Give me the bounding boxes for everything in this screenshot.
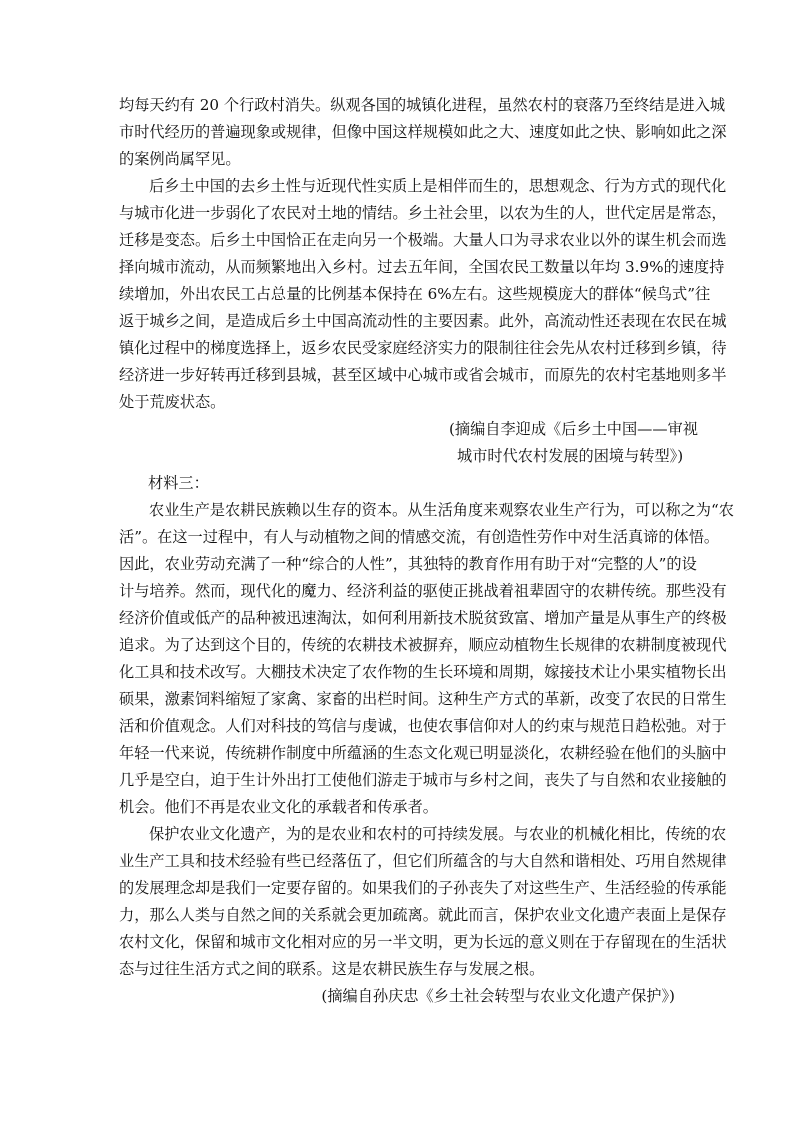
text-line: 年轻一代来说，传统耕作制度中所蕴涵的生态文化观已明显淡化，农耕经验在他们的头脑中 xyxy=(119,744,727,762)
text-line: 化工具和技术改写。大棚技术决定了农作物的生长环境和周期，嫁接技术让小果实植物长出 xyxy=(119,663,727,681)
text-line: 保护农业文化遗产，为的是农业和农村的可持续发展。与农业的机械化相比，传统的农 xyxy=(149,825,727,843)
text-line: 硕果，激素饲料缩短了家禽、家畜的出栏时间。这种生产方式的革新，改变了农民的日常生 xyxy=(119,690,727,708)
text-line: 的案例尚属罕见。 xyxy=(119,150,241,168)
paragraph-agriculture xyxy=(119,497,734,821)
text-line: 追求。为了达到这个目的，传统的农耕技术被摒弃，顺应动植物生长规律的农耕制度被现代 xyxy=(119,636,727,654)
text-line: 经济价值或低产的品种被迅速淘汰，如何利用新技术脱贫致富、增加产量是从事生产的终极 xyxy=(119,609,727,627)
text-line: 镇化过程中的梯度选择上，返乡农民受家庭经济实力的限制往往会先从农村迁移到乡镇，待 xyxy=(119,339,727,357)
citation-line: (摘编自李迎成《后乡土中国——审视 xyxy=(449,420,698,438)
text-line: 机会。他们不再是农业文化的承载者和传承者。 xyxy=(119,798,438,816)
text-line: 处于荒废状态。 xyxy=(119,393,226,411)
text-line: 业生产工具和技术经验有些已经落伍了，但它们所蕴含的与大自然和谐相处、巧用自然规律 xyxy=(119,852,727,870)
text-line: 经济进一步好转再迁移到县城，甚至区域中心城市或省会城市，而原先的农村宅基地则多半 xyxy=(119,366,727,384)
text-line: 力，那么人类与自然之间的关系就会更加疏离。就此而言，保护农业文化遗产表面上是保存 xyxy=(119,906,727,924)
text-line: 市时代经历的普遍现象或规律，但像中国这样规模如此之大、速度如此之快、影响如此之深 xyxy=(119,123,727,141)
text-line: 农村文化，保留和城市文化相对应的另一半文明，更为长远的意义则在于存留现在的生活状 xyxy=(119,933,727,951)
text-line: 续增加，外出农民工占总量的比例基本保持在 6%左右。这些规模庞大的群体“候鸟式”往 xyxy=(119,285,711,303)
paragraph-continuation xyxy=(119,92,727,173)
paragraph-post-rural xyxy=(119,173,727,416)
text-line: 因此，农业劳动充满了一种“综合的人性”，其独特的教育作用有助于对“完整的人”的设 xyxy=(119,555,697,573)
paragraph-protection xyxy=(119,821,727,983)
text-line: 活和价值观念。人们对科技的笃信与虔诚，也使农事信仰对人的约束与规范日趋松弛。对于 xyxy=(119,717,727,735)
text-line: 的发展理念却是我们一定要存留的。如果我们的子孙丧失了对这些生产、生活经验的传承能 xyxy=(119,879,727,897)
document-page xyxy=(119,92,734,1010)
text-line: 与城市化进一步弱化了农民对土地的情结。乡土社会里，以农为生的人，世代定居是常态， xyxy=(119,204,727,222)
text-line: 活”。在这一过程中，有人与动植物之间的情感交流，有创造性劳作中对生活真谛的体悟。 xyxy=(119,528,720,546)
citation-line: 城市时代农村发展的困境与转型》) xyxy=(457,447,684,465)
citation-sun-qingzhong: (摘编自孙庆忠《乡土社会转型与农业文化遗产保护》) xyxy=(321,987,675,1005)
text-line: 择向城市流动，从而频繁地出入乡村。过去五年间，全国农民工数量以年均 3.9%的速度持 xyxy=(119,258,725,276)
text-line: 计与培养。然而，现代化的魔力、经济利益的驱使正挑战着祖辈固守的农耕传统。那些没有 xyxy=(119,582,727,600)
text-line: 几乎是空白，迫于生计外出打工使他们游走于城市与乡村之间，丧失了与自然和农业接触的 xyxy=(119,771,727,789)
text-line: 迁移是变态。后乡土中国恰正在走向另一个极端。大量人口为寻求农业以外的谋生机会而选 xyxy=(119,231,727,249)
citation-li-yingcheng xyxy=(119,416,698,470)
text-line: 农业生产是农耕民族赖以生存的资本。从生活角度来观察农业生产行为，可以称之为“农 xyxy=(149,501,734,519)
text-line: 态与过往生活方式之间的联系。这是农耕民族生存与发展之根。 xyxy=(119,960,545,978)
text-line: 均每天约有 20 个行政村消失。纵观各国的城镇化进程，虽然农村的衰落乃至终结是进入城 xyxy=(119,96,726,114)
material-heading: 材料三： xyxy=(148,474,209,492)
text-line: 返于城乡之间，是造成后乡土中国高流动性的主要因素。此外，高流动性还表现在农民在城 xyxy=(119,312,727,330)
text-line: 后乡土中国的去乡土性与近现代性实质上是相伴而生的，思想观念、行为方式的现代化 xyxy=(149,177,727,195)
